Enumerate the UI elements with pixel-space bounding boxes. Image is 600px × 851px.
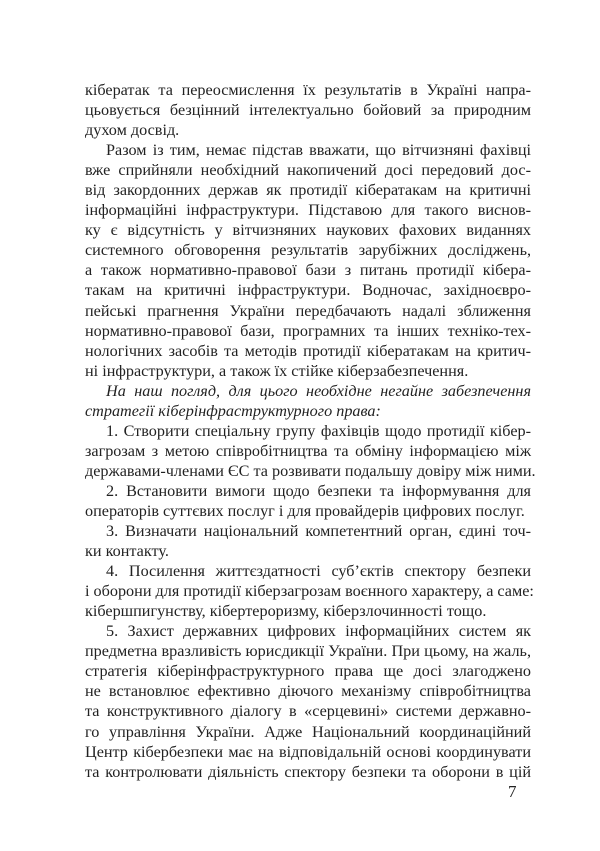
text-line: операторів суттєвих послуг і для провайдерів цифрових послуг.: [85, 501, 525, 520]
text-line: нологічних засобів та методів протидії кібератакам на критич-: [85, 341, 531, 360]
text-line: 3. Визначати національний компетентний орган, єдині точ-: [106, 522, 531, 541]
paragraph: [85, 80, 531, 140]
text-line: ки контакту.: [85, 542, 169, 561]
text-line: го управління України. Адже Національний координаційний: [85, 722, 531, 741]
paragraph: [85, 521, 531, 561]
text-line: системного обговорення результатів зарубіжних досліджень,: [85, 241, 531, 260]
text-line: 2. Встановити вимоги щодо безпеки та інформування для: [106, 481, 531, 500]
page-number: 7: [508, 782, 517, 801]
text-line: вже сприйняли необхідний накопичений досі передовий дос-: [85, 161, 531, 180]
text-line: духом досвід.: [85, 121, 180, 140]
text-line: 1. Створити спеціальну групу фахівців щодо протидії кібер-: [106, 421, 531, 440]
text-line: 4. Посилення життєздатності суб’єктів спектору безпеки: [106, 562, 531, 581]
paragraph: [85, 621, 531, 781]
italic-paragraph: [85, 381, 531, 421]
text-line: не встановлює ефективно діючого механізму співробітництва: [85, 682, 531, 701]
paragraph: [85, 481, 531, 521]
text-line: та конструктивного діалогу в «серцевині» системи державно-: [85, 702, 531, 721]
text-line: ку є відсутність у вітчизняних наукових фахових виданнях: [85, 221, 531, 240]
text-line: стратегія кіберінфраструктурного права ще досі злагоджено: [85, 662, 531, 681]
text-line: нормативно-правової бази, програмних та інших техніко-тех-: [85, 321, 531, 340]
text-line: Разом із тим, немає підстав вважати, що вітчизняні фахівці: [106, 141, 531, 160]
text-line: На наш погляд, для цього необхідне негайне забезпечення: [106, 381, 531, 400]
text-line: інформаційні інфраструктури. Підставою для такого виснов-: [85, 201, 531, 220]
paragraph: [85, 421, 536, 481]
text-line: 5. Захист державних цифрових інформаційних систем як: [106, 622, 531, 641]
text-line: ні інфраструктури, а також їх стійке кіберзабезпечення.: [85, 361, 469, 380]
text-line: цьовується безцінний інтелектуально бойовий за природним: [85, 101, 531, 120]
text-line: державами-членами ЄС та розвивати подальшу довіру між ними.: [85, 461, 536, 480]
text-line: кібершпигунству, кібертероризму, кіберзлочинності тощо.: [85, 602, 487, 621]
text-line: пейські прагнення України передбачають надалі зближення: [85, 301, 531, 320]
text-line: стратегії кіберінфраструктурного права:: [85, 401, 381, 420]
paragraph: [85, 561, 534, 621]
text-line: Центр кібербезпеки має на відповідальній основі координувати: [85, 742, 531, 761]
paragraph: [85, 140, 531, 381]
text-line: а також нормативно-правової бази з питань протидії кібера-: [85, 261, 531, 280]
text-line: та контролювати діяльність спектору безпеки та оборони в цій: [85, 762, 531, 781]
text-line: такам на критичні інфраструктури. Водночас, західноєвро-: [85, 281, 531, 300]
document-body: [85, 80, 536, 782]
text-line: предметна вразливість юрисдикції України. При цьому, на жаль,: [85, 642, 531, 661]
text-line: загрозам з метою співробітництва та обміну інформацією між: [85, 441, 531, 460]
text-line: і оборони для протидії кіберзагрозам воєнного характеру, а саме:: [85, 582, 534, 601]
text-line: від закордонних держав як протидії кібератакам на критичні: [85, 181, 531, 200]
text-line: кібератак та переосмислення їх результатів в Україні напра-: [85, 81, 531, 99]
